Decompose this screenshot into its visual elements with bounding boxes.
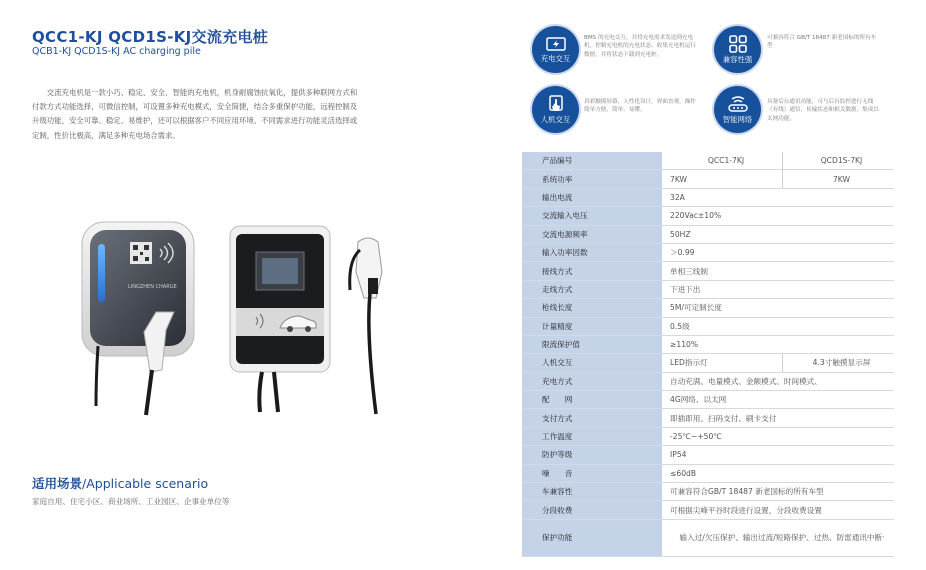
charging-gun: [350, 238, 382, 414]
scenario-heading-cn: 适用场景: [32, 476, 83, 491]
spec-value: 32A: [662, 188, 894, 206]
spec-label: 分段收费: [522, 501, 662, 519]
spec-label: 交流输入电压: [522, 207, 662, 225]
spec-value: 可根据尖峰平谷时段进行设置，分段收费设置: [662, 501, 894, 519]
spec-label: 噪 音: [522, 464, 662, 482]
spec-row: [522, 501, 894, 519]
page-subtitle: QCB1-KJ QCD1S-KJ AC charging pile: [32, 46, 201, 57]
feature-label: 兼容性强: [722, 54, 753, 64]
spec-label: 走线方式: [522, 280, 662, 298]
feature-label: 人机交互: [540, 114, 571, 124]
feature-network: [714, 86, 761, 133]
spec-row: [522, 170, 894, 188]
intro-paragraph: 交流充电机是一款小巧、稳定、安全、智能的充电机，机身耐腐蚀抗氧化，提供多种联网方式和付款方式功能选择，可微信控制，可设置多种充电模式，安全简捷，结合多重保护功能，远程控制及升级功能，安全可靠、稳定、易维护，还可以根据客户不同应用环境、不同需求进行功能灵活选择或定制，性价比极高，满足多种充电场合需求。: [32, 88, 358, 140]
spec-row: [522, 317, 894, 335]
spec-label: 配 网: [522, 391, 662, 409]
spec-label: 工作温度: [522, 427, 662, 445]
spec-value: ≤60dB: [662, 464, 894, 482]
spec-row: [522, 446, 894, 464]
spec-row: [522, 409, 894, 427]
spec-row: [522, 243, 894, 261]
spec-value: 50HZ: [662, 225, 894, 243]
spec-label: 人机交互: [522, 354, 662, 372]
spec-label: 接线方式: [522, 262, 662, 280]
smart-network-icon: [714, 86, 761, 133]
spec-label: 限流保护值: [522, 335, 662, 353]
spec-label: 产品编号: [522, 152, 662, 170]
spec-table: [522, 152, 894, 557]
spec-row: [522, 225, 894, 243]
feature-desc: 真彩触摸屏幕，人性化设计，界面直观，操作简单方便、简单、易懂。: [584, 99, 696, 114]
spec-row: [522, 152, 894, 170]
feature-desc: 具备后台通讯功能，可与后台监控进行无线（有线）通信，传输状态和相关数据，集成以太网功能。: [767, 99, 879, 122]
spec-value-2: QCD1S-7KJ: [783, 152, 895, 170]
spec-label: 计量精度: [522, 317, 662, 335]
hmi-icon: [532, 86, 579, 133]
spec-value-2: 7KW: [783, 170, 895, 188]
spec-row: [522, 427, 894, 445]
spec-label: 保护功能: [522, 519, 662, 556]
feature-charging: [532, 26, 579, 73]
spec-value: 自动充满、电量模式、金额模式、时间模式、: [662, 372, 894, 390]
spec-row: [522, 354, 894, 372]
spec-label: 系统功率: [522, 170, 662, 188]
charger-middle: [230, 226, 330, 412]
spec-value: 输入过/欠压保护、输出过流/短路保护、过热、防雷通讯中断·: [662, 519, 894, 556]
spec-label: 输入功率因数: [522, 243, 662, 261]
scenario-text: 家庭自用、住宅小区、商业场所、工业园区、企事业单位等: [32, 497, 230, 506]
spec-value: 5M/可定制长度: [662, 299, 894, 317]
spec-row: [522, 188, 894, 206]
spec-value: 可兼容符合GB/T 18487 新老国标的所有车型: [662, 483, 894, 501]
feature-label: 智能网络: [722, 114, 753, 124]
spec-label: 输出电流: [522, 188, 662, 206]
page-title: QCC1-KJ QCD1S-KJ交流充电桩: [32, 28, 269, 46]
spec-label: 充电方式: [522, 372, 662, 390]
product-image: [70, 212, 415, 417]
spec-value: 220Vac±10%: [662, 207, 894, 225]
spec-value: 单相三线制: [662, 262, 894, 280]
spec-value: 4G网络、以太网: [662, 391, 894, 409]
spec-value: -25℃~+50℃: [662, 427, 894, 445]
spec-label: 交流电源频率: [522, 225, 662, 243]
charger-left: [82, 222, 194, 415]
scenario-heading: [32, 474, 208, 492]
feature-desc: BMS 的充电交互，并将充电需求发送到充电机，控制充电机的充电状态、收集充电机运行数据，并将状态下载到充电桩。: [584, 35, 696, 58]
spec-value: ≥110%: [662, 335, 894, 353]
spec-row: [522, 262, 894, 280]
scenario-heading-en: /Applicable scenario: [82, 476, 209, 491]
left-charger-brand: LINGZHEN CHARGE: [128, 284, 177, 290]
spec-row: [522, 519, 894, 556]
spec-row: [522, 335, 894, 353]
spec-row: [522, 207, 894, 225]
spec-value: 7KW: [662, 170, 783, 188]
spec-value: ＞0.99: [662, 243, 894, 261]
spec-row: [522, 280, 894, 298]
feature-hmi: [532, 86, 579, 133]
charging-interaction-icon: [532, 26, 579, 73]
spec-value: IP54: [662, 446, 894, 464]
spec-row: [522, 299, 894, 317]
feature-desc: 可兼容符合 GB/T 18487 新老国标的所有车型: [767, 35, 877, 50]
feature-label: 充电交互: [540, 53, 571, 63]
spec-value: 即插即用、扫码支付、刷卡支付: [662, 409, 894, 427]
spec-value: 下进下出: [662, 280, 894, 298]
spec-label: 枪线长度: [522, 299, 662, 317]
spec-value-2: 4.3寸触摸显示屏: [783, 354, 895, 372]
spec-label: 车兼容性: [522, 483, 662, 501]
spec-row: [522, 372, 894, 390]
feature-compatibility: [714, 26, 761, 73]
spec-row: [522, 464, 894, 482]
spec-row: [522, 391, 894, 409]
spec-value: QCC1-7KJ: [662, 152, 783, 170]
spec-value: 0.5级: [662, 317, 894, 335]
spec-value: LED指示灯: [662, 354, 783, 372]
spec-row: [522, 483, 894, 501]
spec-label: 防护等级: [522, 446, 662, 464]
compatibility-icon: [714, 26, 761, 73]
spec-label: 支付方式: [522, 409, 662, 427]
